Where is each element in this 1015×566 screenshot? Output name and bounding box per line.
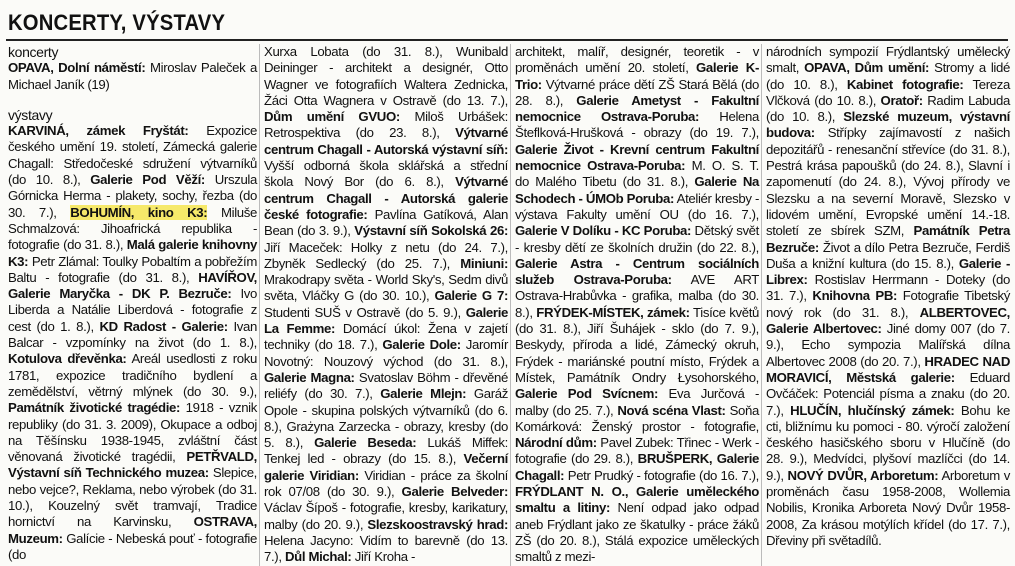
entry-text: Stromy a lidé (do 10. 8.), — [766, 60, 1010, 92]
concerts-heading: koncerty — [8, 44, 59, 60]
exhibition-listing — [515, 44, 759, 566]
exhibition-listing — [766, 44, 1010, 549]
column-3 — [510, 44, 759, 566]
entry-text: Helena Jacyno: Vidím to barevně (do 13. 7.), — [264, 532, 508, 565]
venue-name: Důl Michal: — [284, 549, 352, 565]
venue-name: Galerie Ametyst - Fakultní nemocnice Ostrava-Poruba: — [515, 92, 759, 125]
venue-name: Galerie Astra - Centrum sociálních služeb Ostrava-Poruba: — [515, 255, 759, 288]
venue-name: Galerie Život - Krevní centrum Fakultní nemocnice Ostrava-Poruba: — [515, 141, 759, 174]
venue-name: Galerie Belveder: — [401, 484, 508, 500]
entry-text: Ateliér kresby - výstava Fakulty umění OU (do 16. 7.), — [515, 190, 759, 222]
venue-name: Slezskoostravský hrad: — [367, 516, 508, 532]
entry-text: Jiné domy 007 (do 7. 9.), Echo sympozia Malířská dílna Albertovec 2008 (do 20. 7.), — [766, 321, 1010, 369]
exhibitions-heading: výstavy — [8, 106, 53, 123]
venue-name: Dům umění GVUO: — [264, 109, 400, 125]
entry-text: Expozice českého umění 19. století, Zámecká galerie Chagall: Středočeské sdružení výtvarníků (do 10. 8.), — [8, 123, 257, 188]
venue-name: Miniuni: — [460, 255, 508, 271]
entry-text: Helena Šteflková-Hrušková - obrazy (do 19. 7.), — [515, 109, 759, 141]
venue-name: Galerie Mlejn: — [380, 386, 467, 402]
entry-text: Viridian - práce za školní rok 07/08 (do 30. 9.), — [264, 467, 508, 500]
entry-text: Tisíce květů (do 31. 8.), Jiří Šuhájek - sklo (do 7. 9.), Beskydy, příroda a lidé, Zámecký okruh, Frýdek - mariánské poutní místo, Frýdek a Místek, Památník Ondry Łysohorského, — [515, 304, 760, 385]
venue-name: HLUČÍN, hlučínský zámek: — [790, 402, 955, 418]
column-4 — [761, 44, 1010, 566]
entry-text: Galície - Nebeská pouť - fotografie (do — [8, 530, 257, 562]
column-2 — [259, 44, 508, 566]
venue-name: BRUŠPERK, Galerie Chagall: — [515, 451, 760, 483]
venue-name: Kotulova dřevěnka: — [8, 351, 127, 367]
entry-text: Jiří Maceček: Holky z netu (do 24. 7.), Zbyněk Sedlecký (do 25. 7.), — [264, 239, 508, 271]
entry-text: Tereza Vlčková (do 10. 8.), — [766, 76, 1011, 108]
venue-name: Knihovna PB: — [812, 288, 898, 304]
entry-text: Václav Šípoš - fotografie, kresby, karikatury, malby (do 20. 9.), — [264, 500, 508, 532]
entry-text: Xurxa Lobata (do 31. 8.), Wunibald Deininger - architekt a designér, Otto Wagner ve fotografiích Waltera Zednicka, Žáci Otta Wagnera v Ostravě (do 13. 7.), — [264, 44, 508, 108]
venue-name: Výtvarné centrum Chagall - Autorská výstavní síň: — [264, 125, 508, 157]
venue-name: Nová scéna Vlast: — [617, 402, 726, 418]
entry-text: Ivo Liberda a Natálie Liberdová - fotografie z cest (do 1. 8.), — [8, 286, 257, 334]
entry-text: Domácí úkol: Žena v zajetí techniky (do 18. 7.), — [264, 321, 508, 353]
entry-text: Studenti SUŠ v Ostravě (do 5. 9.), — [264, 304, 466, 320]
entry-text: Pavel Zubek: Třinec - Werk - fotografie (do 29. 8.), — [515, 435, 759, 467]
entry-text: Miloš Urbášek: Retrospektiva (do 23. 8.), — [264, 109, 508, 141]
entry-text: Pavlína Gatíková, Alan Bean (do 3. 9.), — [264, 206, 508, 239]
venue-name: Galerie V Dolíku - KC Poruba: — [515, 223, 692, 239]
entry-text: Petr Zlámal: Toulky Pobaltím a pobřežím Baltu - fotografie (do 31. 8.), — [8, 253, 257, 285]
venue-name: HRADEC NAD MORAVICÍ, Městská galerie: — [766, 353, 1011, 385]
venue-name: NOVÝ DVŮR, Arboretum: — [787, 467, 939, 483]
entry-text: Není odpad jako odpad aneb Frýdlant jako ze škatulky - práce žáků ZŠ (do 20. 8.), Stálá expozice uměleckých smaltů z mezi- — [515, 500, 759, 565]
entry-text: Fotografie Tibetský nový rok (do 31. 8.), — [766, 288, 1010, 320]
column-1 — [8, 44, 257, 566]
venue-name: Malá galerie knihovny K3: — [8, 237, 258, 269]
venue-name: Výtvarné centrum Chagall - Autorská galerie české fotografie: — [264, 174, 508, 222]
venue-name: FRÝDEK-MÍSTEK, zámek: — [536, 304, 690, 320]
entry-text: Bohu ke cti, bližnímu ku pomoci - 80. výročí založení českého hasičského sboru v Hlučíně (do 28. 9.), Medvídci, plyšoví mazlíčci (do 14. 9.), — [766, 402, 1011, 483]
concert-entry — [8, 60, 257, 93]
venue-name: Galerie - Librex: — [766, 255, 1010, 288]
entry-text: Soňa Komárková: Ženský prostor - fotografie, — [515, 402, 759, 434]
entry-text: Rostislav Herrmann - Doteky (do 31. 7.), — [766, 272, 1010, 304]
venue-name: Galerie Magna: — [264, 369, 355, 385]
venue-name: Galerie Beseda: — [314, 435, 417, 451]
venue-name: Oratoř: — [880, 92, 923, 108]
venue-name: ALBERTOVEC, Galerie Albertovec: — [766, 304, 1010, 337]
venue-name: Galerie Pod Svícnem: — [515, 386, 658, 402]
entry-text: Petr Prudký - fotografie (do 16. 7.), — [564, 467, 759, 483]
entry-text: Jaromír Novotný: Nouzový východ (do 31. 8.), — [264, 337, 508, 369]
entry-text: Mrakodrapy světa - World Sky's, Sedm divů světa, Vláčky G (do 30. 10.), — [264, 272, 508, 304]
venue-name: Galerie Dole: — [382, 337, 461, 353]
entry-text: AVE ART Ostrava-Hrabůvka - grafika, malba (do 30. 8.), — [515, 272, 759, 320]
entry-text: Arboretum v proměnách času 1958-2008, Wollemia Nobilis, Kronika Arboreta Nový Dvůr 1958-2008, Za krásou motýlích křídel (do 17. 7.), Dřeviny při světadílů. — [766, 467, 1010, 548]
entry-text: Radim Labuda (do 10. 8.), — [766, 92, 1010, 125]
entry-text: Výtvarné práce dětí ZŠ Stará Bělá (do 28. 8.), — [515, 76, 759, 108]
section-header — [6, 10, 1008, 41]
venue-name: OSTRAVA, Muzeum: — [8, 514, 257, 546]
entry-text: Vyšší odborná škola sklářská a střední škola Nový Bor (do 6. 8.), — [264, 158, 508, 190]
entry-text: Miroslav Paleček a Michael Janík (19) — [8, 60, 258, 92]
entry-text: Garáž Opole - skupina polských výtvarníků (do 6. 8.), Grażyna Zarzecka - obrazy, kresby (do 5. 8.), — [264, 386, 508, 451]
entry-text: Eduard Ovčáček: Potenciál písma a znaku (do 20. 7.), — [766, 369, 1010, 418]
venue-name: Památník Petra Bezruče: — [766, 223, 1010, 255]
section-title: KONCERTY, VÝSTAVY — [8, 10, 226, 35]
entry-text: Urszula Górnicka Herma - plakety, sochy, řezba (do 30. 7.), — [8, 172, 257, 220]
venue-name: PETŘVALD, Výstavní síň Technického muzea: — [8, 449, 257, 481]
venue-name: Galerie Na Schodech - ÚMOb Poruba: — [515, 174, 759, 206]
entry-text: Ivan Balcar - vzpomínky na život (do 1. 8.), — [8, 318, 257, 351]
entry-text: Slepice, nebo vejce?, Reklama, nebo výrobek (do 31. 10.), Kouzelný svět tramvají, Tradice hornictví na Karvinsku, — [8, 465, 257, 530]
venue-name: Kabinet fotografie: — [846, 76, 964, 92]
entry-text: Miluše Schmalzová: Jihoafrická republika - fotografie (do 31. 8.), — [8, 204, 257, 253]
entry-text: 1918 - vznik republiky (do 31. 3. 2009), Okupace a odboj na Těšínsku 1938-1945, zvláštní část věnovaná životické tragédii, — [8, 400, 258, 465]
entry-text: Lukáš Miffek: Tenkej led - obrazy (do 15. 8.), — [264, 435, 508, 467]
venue-name: Slezské muzeum, výstavní budova: — [766, 109, 1010, 141]
entry-text: národních sympozií Frýdlantský umělecký smalt, — [766, 44, 1010, 76]
venue-name: Památník životické tragédie: — [8, 400, 181, 416]
venue-name: OPAVA, Dům umění: — [804, 60, 930, 76]
venue-name: KARVINÁ, zámek Fryštát: — [8, 123, 189, 139]
entry-text: Eva Jurčová - malby (do 25. 7.), — [515, 386, 759, 418]
listing-columns — [8, 44, 1011, 565]
venue-name: Výstavní síň Sokolská 26: — [354, 223, 508, 239]
entry-text: Střípky zajímavostí z našich depozitářů - renesanční střevíce (do 31. 8.), Pestrá krása papoušků (do 24. 8.), Slavní i zapomenutí (do 24. 8.), Vývoj přírody ve Slezsku a na severní Moravě, Slezsko v lidovém umění, Evropské umění 14.-18. století ze sbírek SZM, — [766, 125, 1010, 239]
venue-name: Galerie K-Trio: — [515, 60, 759, 92]
venue-name: FRÝDLANT N. O., Galerie uměleckého smaltu a litiny: — [515, 484, 759, 516]
entry-text: M. O. S. T. do Malého Tibetu (do 31. 8.), — [515, 158, 759, 190]
highlighted-venue-name: BOHUMÍN, kino K3: — [70, 204, 208, 220]
venue-name: OPAVA, Dolní náměstí: — [8, 60, 146, 76]
spacer — [8, 93, 257, 107]
venue-name: Galerie G 7: — [434, 288, 508, 304]
entry-text: Život a dílo Petra Bezruče, Ferdiš Duša a knižní kultura (do 15. 8.), — [766, 239, 1010, 271]
entry-text: Areál usedlosti z roku 1781, expozice tradičního bydlení a zemědělství, větrný mlýnek (do 30. 9.), — [8, 351, 257, 399]
venue-name: Večerní galerie Viridian: — [264, 451, 508, 483]
venue-name: Galerie Pod Věží: — [90, 172, 205, 188]
exhibition-listing — [264, 44, 508, 566]
exhibition-listing — [8, 123, 257, 563]
entry-text: Jiří Kroha - — [351, 549, 416, 565]
venue-name: Národní dům: — [515, 435, 597, 451]
venue-name: Galerie La Femme: — [264, 304, 508, 337]
venue-name: KD Radost - Galerie: — [99, 318, 228, 334]
venue-name: HAVÍŘOV, Galerie Maryčka - DK P. Bezruče: — [8, 269, 257, 302]
entry-text: Svatoslav Böhm - dřevěné reliéfy (do 30. 7.), — [264, 369, 509, 402]
entry-text: architekt, malíř, designér, teoretik - v proměnách umění 20. století, — [515, 44, 759, 76]
entry-text: Dětský svět - kresby dětí ze školních družin (do 22. 8.), — [515, 223, 759, 255]
